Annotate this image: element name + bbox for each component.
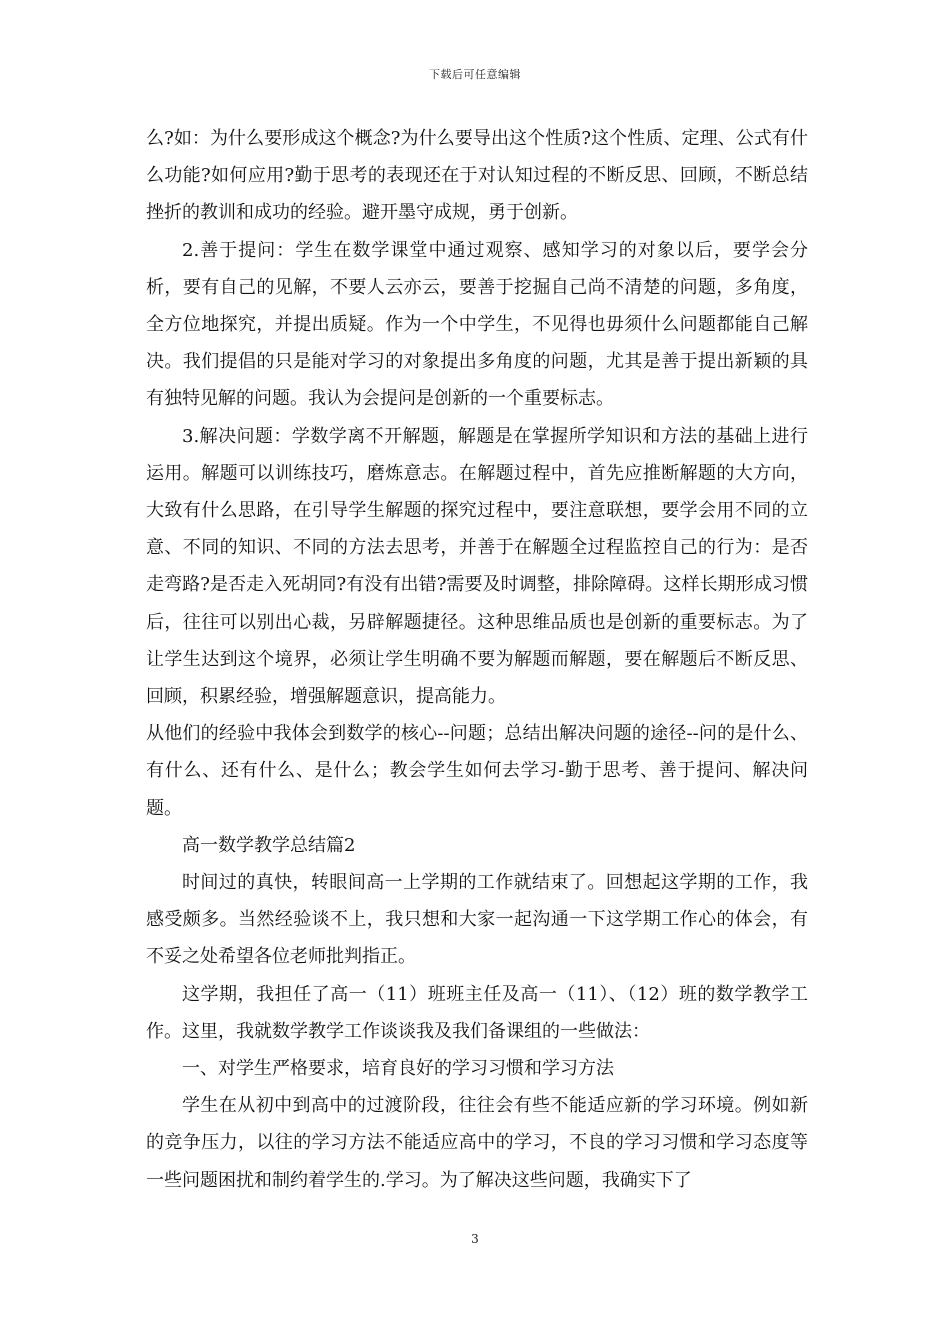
paragraph-thinking-continued: 么?如：为什么要形成这个概念?为什么要导出这个性质?这个性质、定理、公式有什么功能?如何应用?勤于思考的表现还在于对认知过程的不断反思、回顾，不断总结挫折的教训和成功的经验。避开墨守成规，勇于创新。 [146,128,808,224]
paragraph-ask-questions: 2.善于提问：学生在数学课堂中通过观察、感知学习的对象以后，要学会分析，要有自己的见解，不要人云亦云，要善于挖掘自己尚不清楚的问题，多角度，全方位地探究，并提出质疑。作为一个中学生，不见得也毋须什么问题都能自己解决。我们提倡的只是能对学习的对象提出多角度的问题，尤其是善于提出新颖的具有独特见解的问题。我认为会提问是创新的一个重要标志。 [146,239,808,410]
document-body [146,120,808,1199]
paragraph-teaching-role: 这学期，我担任了高一（11）班班主任及高一（11）、（12）班的数学教学工作。这里，我就数学教学工作谈谈我及我们备课组的一些做法： [146,983,808,1042]
paragraph-experience-summary: 从他们的经验中我体会到数学的核心--问题；总结出解决问题的途径--问的是什么、有什么、还有什么、是什么；教会学生如何去学习-勤于思考、善于提问、解决问题。 [146,723,808,819]
section-heading-part-2: 高一数学教学总结篇2 [182,834,356,856]
paragraph-transition-stage: 学生在从初中到高中的过渡阶段，往往会有些不能适应新的学习环境。例如新的竞争压力，以往的学习方法不能适应高中的学习，不良的学习习惯和学习态度等一些问题困扰和制约着学生的.学习。为了解决这些问题，我确实下了 [146,1095,808,1191]
subheading-strict-requirements: 一、对学生严格要求，培育良好的学习习惯和学习方法 [182,1058,614,1080]
paragraph-solve-problems: 3.解决问题：学数学离不开解题，解题是在掌握所学知识和方法的基础上进行运用。解题可以训练技巧，磨炼意志。在解题过程中，首先应推断解题的大方向，大致有什么思路，在引导学生解题的探究过程中，要注意联想，要学会用不同的立意、不同的知识、不同的方法去思考，并善于在解题全过程监控自己的行为：是否走弯路?是否走入死胡同?有没有出错?需要及时调整，排除障碍。这样长期形成习惯后，往往可以别出心裁，另辟解题捷径。这种思维品质也是创新的重要标志。为了让学生达到这个境界，必须让学生明确不要为解题而解题，要在解题后不断反思、回顾，积累经验，增强解题意识，提高能力。 [146,425,808,708]
page-header: 下载后可任意编辑 [429,68,521,81]
page-number: 3 [471,1232,479,1246]
paragraph-semester-intro: 时间过的真快，转眼间高一上学期的工作就结束了。回想起这学期的工作，我感受颇多。当然经验谈不上，我只想和大家一起沟通一下这学期工作心的体会，有不妥之处希望各位老师批判指正。 [146,872,808,968]
